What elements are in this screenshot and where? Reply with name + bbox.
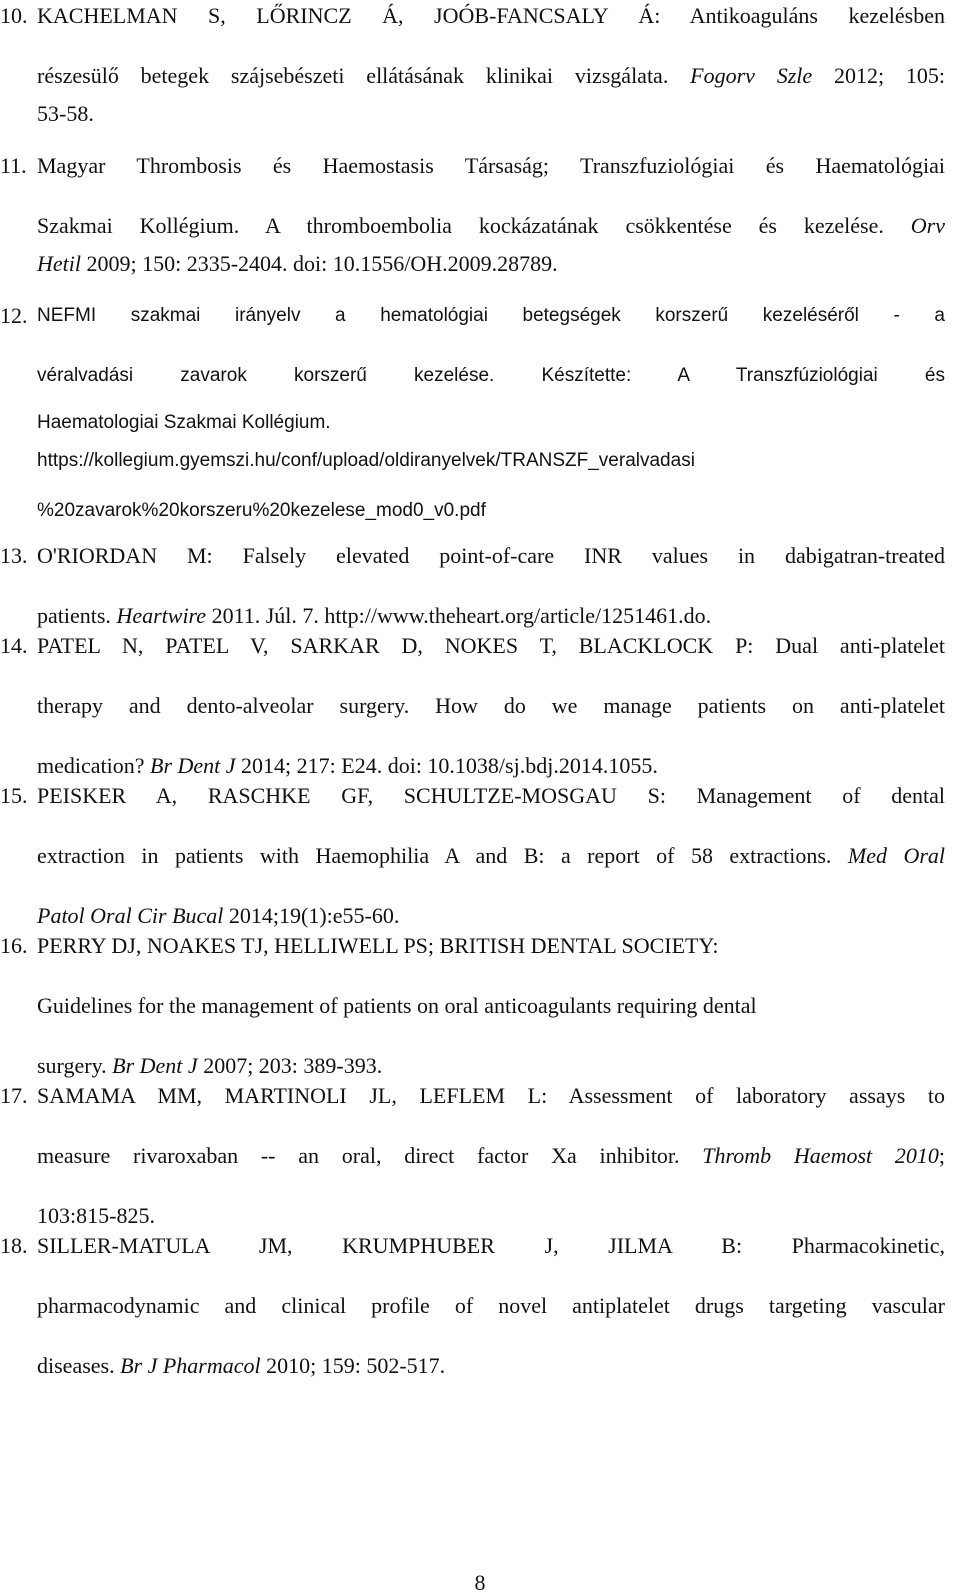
reference-text: therapy and dento-alveolar surgery. How do we manage patients on anti-platelet	[37, 693, 945, 718]
reference-line	[37, 1235, 945, 1257]
reference-text: measure rivaroxaban -- an oral, direct factor Xa inhibitor.	[37, 1143, 703, 1168]
reference-line	[37, 755, 945, 777]
reference-line	[37, 935, 945, 957]
reference-line	[37, 1355, 945, 1377]
reference-text: Guidelines for the management of patients on oral anticoagulants requiring dental	[37, 993, 757, 1018]
journal-title: Orv	[910, 213, 945, 238]
journal-title: Br Dent J	[150, 753, 236, 778]
reference-text: véralvadási zavarok korszerű kezelése. Készítette: A Transzfúziológiai és	[37, 365, 945, 386]
reference-number: 15.	[0, 783, 28, 808]
reference-text: PEISKER A, RASCHKE GF, SCHULTZE-MOSGAU S: Management of dental	[37, 783, 945, 808]
reference-text: SILLER-MATULA JM, KRUMPHUBER J, JILMA B: Pharmacokinetic,	[37, 1233, 945, 1258]
reference-line	[37, 1055, 945, 1077]
reference-line	[37, 1145, 945, 1167]
journal-title: Br J Pharmacol	[120, 1353, 261, 1378]
reference-number: 14.	[0, 633, 28, 658]
reference-line	[37, 1085, 945, 1107]
reference-text: patients.	[37, 603, 117, 628]
journal-title: Patol Oral Cir Bucal	[37, 903, 224, 928]
reference-number: 16.	[0, 933, 28, 958]
reference-text: pharmacodynamic and clinical profile of novel antiplatelet drugs targeting vascular	[37, 1293, 945, 1318]
reference-text: PATEL N, PATEL V, SARKAR D, NOKES T, BLACKLOCK P: Dual anti-platelet	[37, 633, 945, 658]
reference-text: Magyar Thrombosis és Haemostasis Társaság; Transzfuziológiai és Haematológiai	[37, 153, 945, 178]
reference-line	[37, 215, 945, 237]
reference-line	[37, 545, 945, 567]
reference-text: SAMAMA MM, MARTINOLI JL, LEFLEM L: Assessment of laboratory assays to	[37, 1083, 945, 1108]
reference-text: 103:815-825.	[37, 1203, 155, 1228]
reference-line	[37, 253, 945, 275]
reference-line	[37, 1295, 945, 1317]
reference-line	[37, 635, 945, 657]
reference-line	[37, 1205, 945, 1227]
journal-title: Med Oral	[847, 843, 946, 868]
reference-text: surgery.	[37, 1053, 113, 1078]
reference-text: diseases.	[37, 1353, 121, 1378]
reference-text: 2014; 217: E24. doi: 10.1038/sj.bdj.2014.1055.	[235, 753, 658, 778]
reference-text: 53-58.	[37, 101, 94, 126]
reference-number: 17.	[0, 1083, 28, 1108]
reference-text: részesülő betegek szájsebészeti ellátásának klinikai vizsgálata.	[37, 63, 691, 88]
reference-line	[37, 905, 945, 927]
journal-title: Heartwire	[116, 603, 207, 628]
reference-text: 2011. Júl. 7. http://www.theheart.org/article/1251461.do.	[206, 603, 712, 628]
reference-text: PERRY DJ, NOAKES TJ, HELLIWELL PS; BRITISH DENTAL SOCIETY:	[37, 933, 719, 958]
reference-text: medication?	[37, 753, 151, 778]
reference-text: 2010; 159: 502-517.	[260, 1353, 446, 1378]
reference-text: KACHELMAN S, LŐRINCZ Á, JOÓB-FANCSALY Á: Antikoaguláns kezelésben	[37, 3, 945, 28]
reference-text: NEFMI szakmai irányelv a hematológiai betegségek korszerű kezeléséről - a	[37, 305, 945, 326]
journal-title: Fogorv Szle	[690, 63, 813, 88]
reference-line	[37, 305, 945, 327]
reference-line	[37, 500, 945, 522]
reference-text: 2012; 105:	[812, 63, 946, 88]
reference-text: Szakmai Kollégium. A thromboembolia kockázatának csökkentése és kezelése.	[37, 213, 911, 238]
page-number: 8	[474, 1570, 486, 1595]
reference-line	[37, 365, 945, 387]
reference-line	[37, 845, 945, 867]
reference-line	[37, 103, 945, 125]
reference-text: 2007; 203: 389-393.	[197, 1053, 383, 1078]
reference-number: 18.	[0, 1233, 28, 1258]
reference-text: O'RIORDAN M: Falsely elevated point-of-care INR values in dabigatran-treated	[37, 543, 945, 568]
reference-text: extraction in patients with Haemophilia A and B: a report of 58 extractions.	[37, 843, 848, 868]
reference-text: 2014;19(1):e55-60.	[223, 903, 400, 928]
reference-text: 2009; 150: 2335-2404. doi: 10.1556/OH.2009.28789.	[81, 251, 558, 276]
reference-number: 13.	[0, 543, 28, 568]
journal-title: Thromb Haemost 2010	[702, 1143, 939, 1168]
journal-title: Hetil	[37, 251, 81, 276]
journal-title: Br Dent J	[112, 1053, 198, 1078]
reference-line	[37, 695, 945, 717]
reference-line	[37, 155, 945, 177]
reference-line	[37, 605, 945, 627]
reference-line	[37, 450, 945, 472]
reference-number: 12.	[0, 303, 28, 328]
reference-text: ;	[938, 1143, 945, 1168]
reference-line	[37, 5, 945, 27]
reference-number: 10.	[0, 3, 28, 28]
reference-line	[37, 995, 945, 1017]
reference-text: %20zavarok%20korszeru%20kezelese_mod0_v0.pdf	[37, 500, 486, 521]
reference-text: Haematologiai Szakmai Kollégium.	[37, 412, 331, 433]
reference-line	[37, 785, 945, 807]
reference-line	[37, 65, 945, 87]
reference-line	[37, 412, 945, 434]
reference-text: https://kollegium.gyemszi.hu/conf/upload/oldiranyelvek/TRANSZF_veralvadasi	[37, 450, 695, 471]
reference-number: 11.	[0, 153, 27, 178]
